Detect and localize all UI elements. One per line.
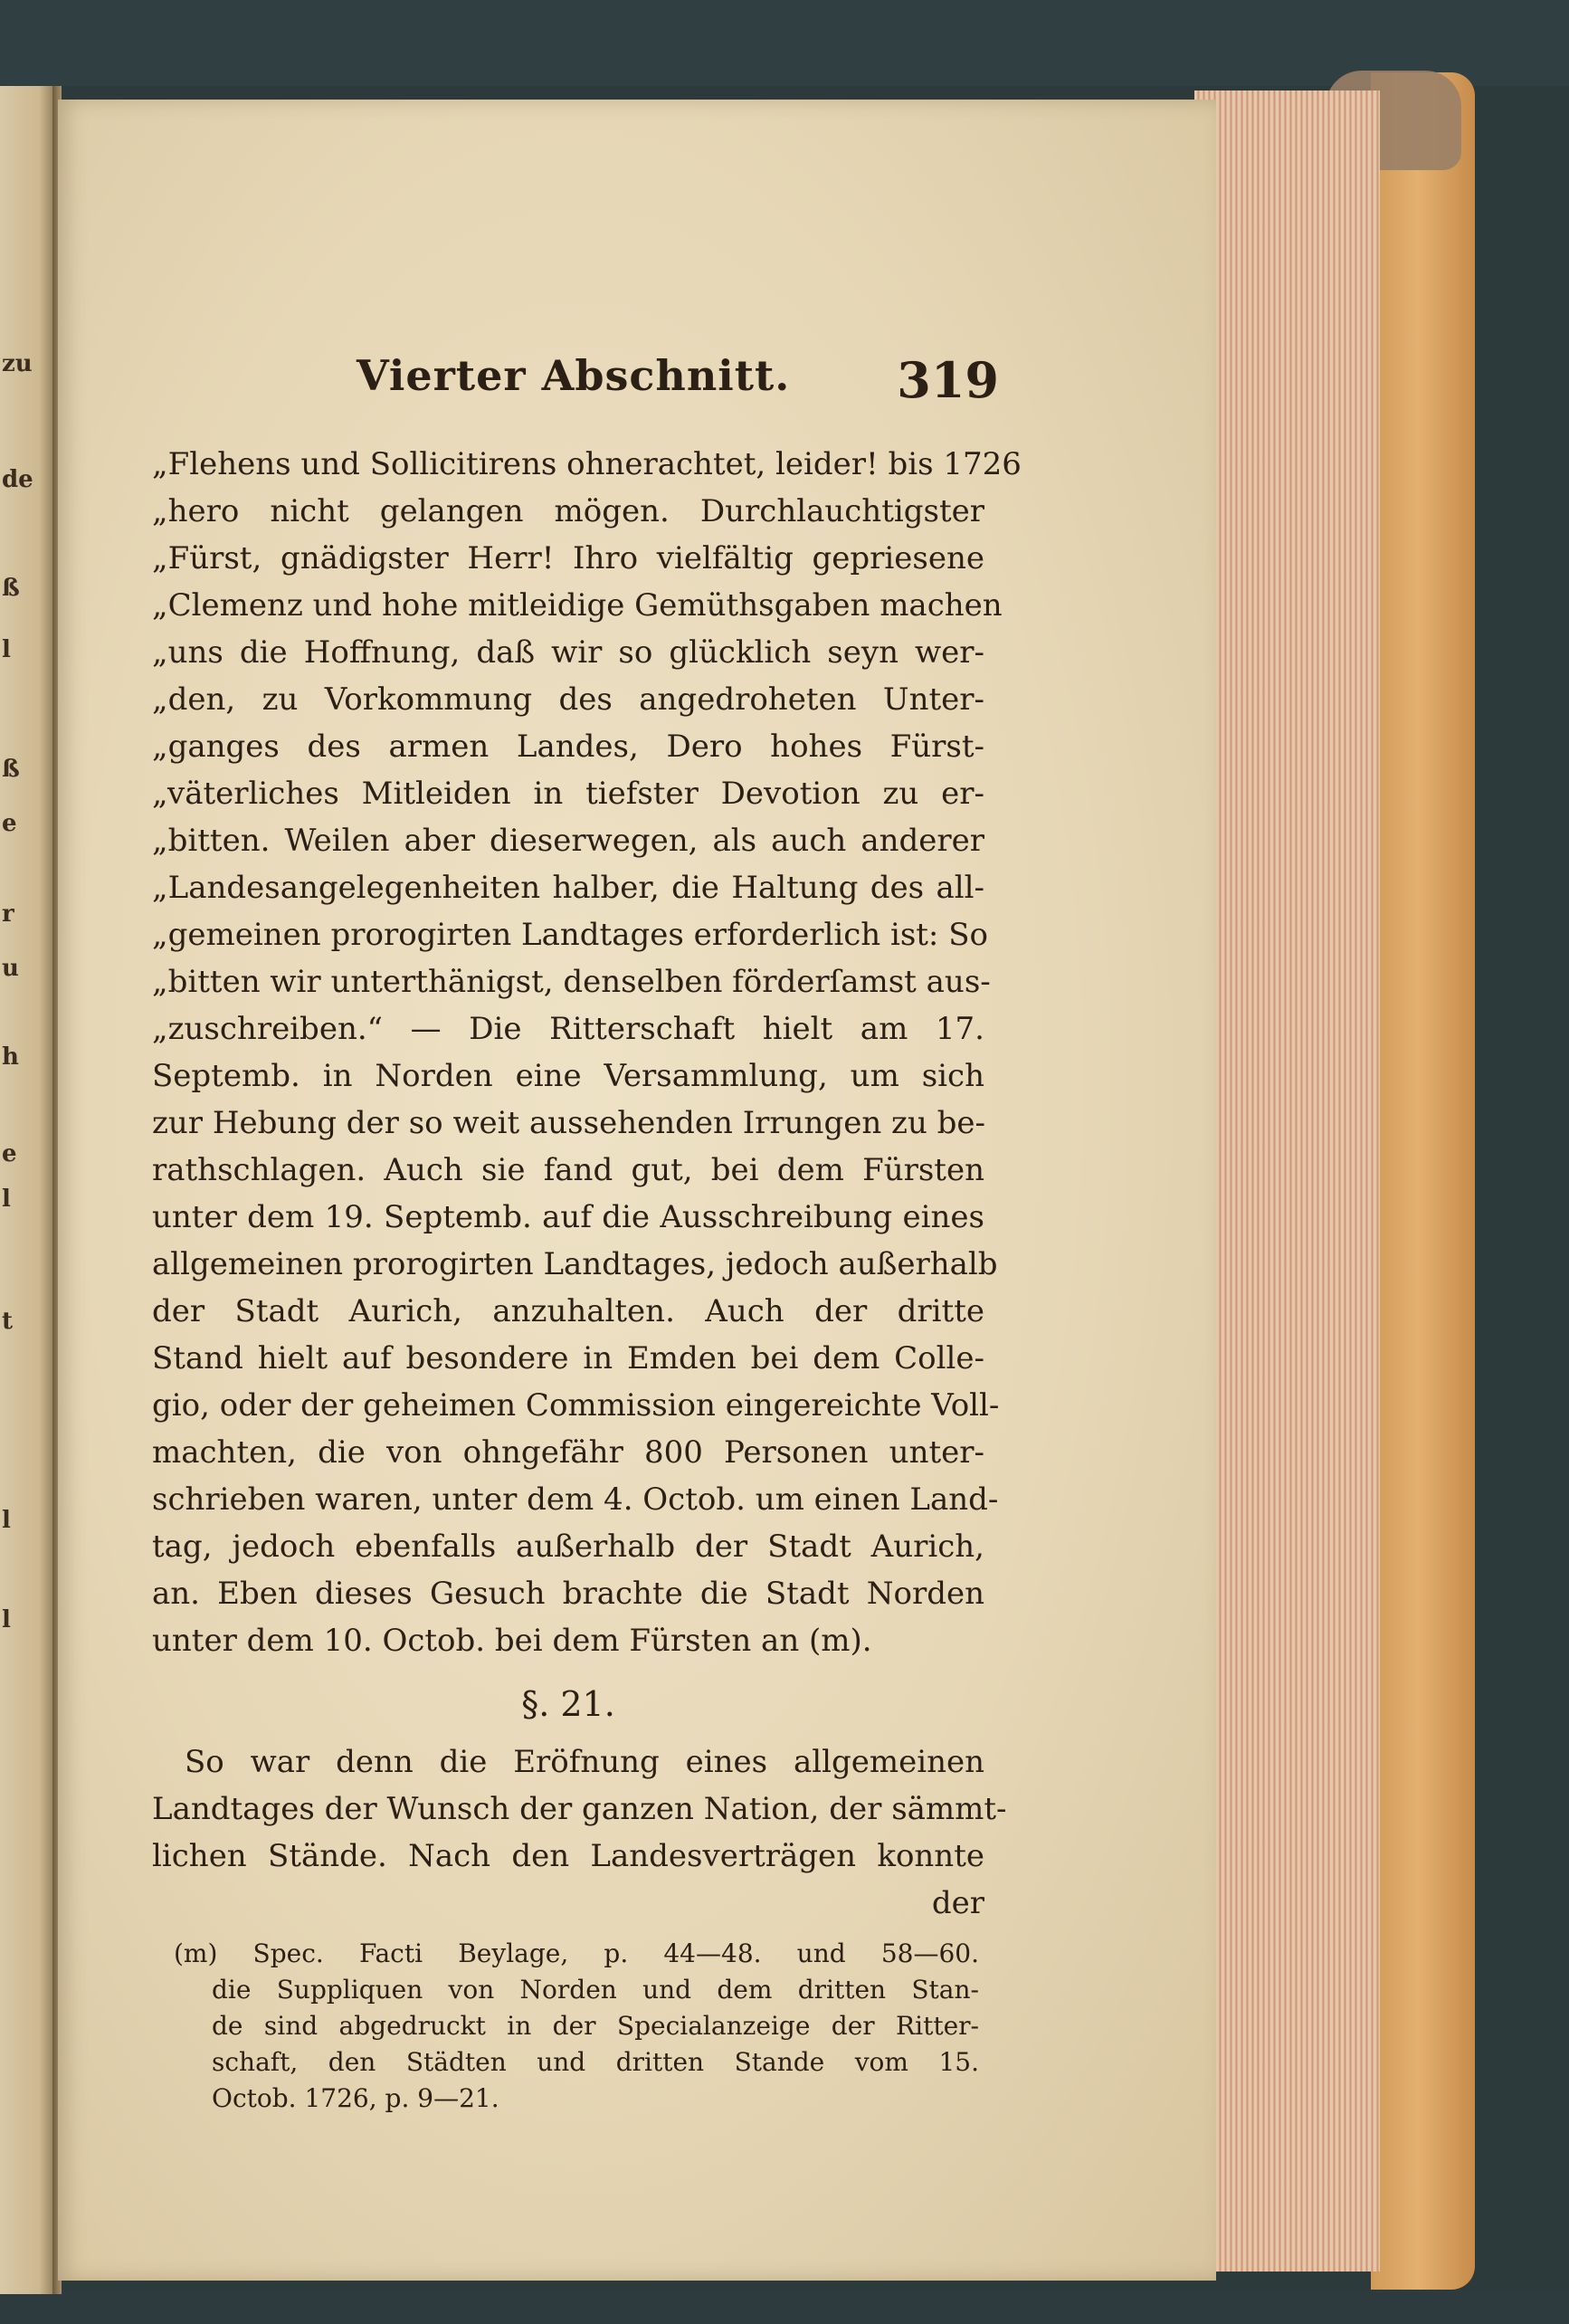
- body-text-line: „Landesangelegenheiten halber, die Haltung des all-: [152, 870, 984, 906]
- body-text-line: „Flehens und Sollicitirens ohnerachtet, leider! bis 1726: [152, 446, 1022, 482]
- body-text-line: „ganges des armen Landes, Dero hohes Fürst-: [152, 729, 984, 765]
- book-page: [58, 100, 1216, 2281]
- left-page-fragment: l: [2, 1507, 11, 1534]
- body-text-line: tag, jedoch ebenfalls außerhalb der Stadt Aurich,: [152, 1529, 984, 1565]
- page-number: 319: [897, 351, 999, 409]
- left-page-fragment: e: [2, 1140, 17, 1167]
- left-page-fragment: l: [2, 1606, 11, 1633]
- scan-backdrop-top: [0, 0, 1569, 86]
- body-text-line: „gemeinen prorogirten Landtages erforderlich ist: So: [152, 917, 988, 953]
- body-text-line: schrieben waren, unter dem 4. Octob. um einen Land-: [152, 1481, 999, 1518]
- body-text-line: allgemeinen prorogirten Landtages, jedoch außerhalb: [152, 1246, 998, 1282]
- footnote-line: de sind abgedruckt in der Specialanzeige der Ritter-: [212, 2011, 979, 2041]
- left-page-fragment: u: [2, 955, 19, 982]
- catchword: der: [931, 1885, 984, 1921]
- body-text-line: „zuschreiben.“ — Die Ritterschaft hielt am 17.: [152, 1011, 984, 1047]
- body-text-line: „den, zu Vorkommung des angedroheten Unter-: [152, 681, 984, 718]
- left-page-fragment: ß: [2, 756, 20, 783]
- body-text-line: an. Eben dieses Gesuch brachte die Stadt Norden: [152, 1576, 984, 1612]
- body-text-line: „Clemenz und hohe mitleidige Gemüthsgaben machen: [152, 587, 1003, 624]
- body-text-line: Septemb. in Norden eine Versammlung, um sich: [152, 1058, 984, 1094]
- body-text-line: „bitten. Weilen aber dieserwegen, als auch anderer: [152, 823, 984, 859]
- section-text-line: lichen Stände. Nach den Landesverträgen konnte: [152, 1838, 984, 1874]
- body-text-line: rathschlagen. Auch sie fand gut, bei dem Fürsten: [152, 1152, 984, 1188]
- body-text-line: „bitten wir unterthänigst, denselben förderſamst aus-: [152, 964, 991, 1000]
- running-header-title: Vierter Abschnitt.: [357, 351, 791, 400]
- body-text-line: „väterliches Mitleiden in tiefster Devotion zu er-: [152, 776, 984, 812]
- footnote-line: die Suppliquen von Norden und dem dritten Stan-: [212, 1975, 979, 2005]
- body-text-line: machten, die von ohngefähr 800 Personen unter-: [152, 1434, 984, 1471]
- page-block-edges: [1194, 90, 1380, 2272]
- body-text-line: unter dem 19. Septemb. auf die Ausschreibung eines: [152, 1199, 984, 1235]
- left-page-fragment: zu: [2, 350, 33, 377]
- section-heading: §. 21.: [521, 1684, 615, 1724]
- left-page-fragment: h: [2, 1043, 19, 1071]
- body-text-line: „uns die Hoffnung, daß wir so glücklich seyn wer-: [152, 634, 984, 671]
- body-text-line: gio, oder der geheimen Commission eingereichte Voll-: [152, 1387, 1000, 1424]
- footnote-line: schaft, den Städten und dritten Stande vom 15.: [212, 2047, 979, 2077]
- left-page-fragment: t: [2, 1308, 14, 1335]
- left-page-fragment: ß: [2, 575, 20, 602]
- section-text-line: So war denn die Eröfnung eines allgemeinen: [185, 1744, 984, 1780]
- body-text-line: „hero nicht gelangen mögen. Durchlauchtigster: [152, 493, 984, 529]
- body-text-line: der Stadt Aurich, anzuhalten. Auch der dritte: [152, 1293, 984, 1329]
- footnote-line: (m) Spec. Facti Beylage, p. 44—48. und 58—60.: [174, 1938, 979, 1968]
- body-text-line: „Fürst, gnädigster Herr! Ihro vielfältig gepriesene: [152, 540, 984, 576]
- scan-backdrop-bottom: [0, 2290, 1569, 2324]
- body-text-line: unter dem 10. Octob. bei dem Fürsten an (m).: [152, 1623, 872, 1659]
- footnote-line: Octob. 1726, p. 9—21.: [212, 2083, 499, 2113]
- left-page-fragment: e: [2, 810, 17, 837]
- book-cover-edge: [1371, 72, 1475, 2290]
- body-text-line: zur Hebung der so weit aussehenden Irrungen zu be-: [152, 1105, 986, 1141]
- left-page-fragment: l: [2, 1186, 11, 1213]
- section-text-line: Landtages der Wunsch der ganzen Nation, der sämmt-: [152, 1791, 1007, 1827]
- left-page-fragment: r: [2, 900, 14, 928]
- body-text-line: Stand hielt auf besondere in Emden bei dem Colle-: [152, 1340, 984, 1376]
- left-facing-page: [0, 86, 56, 2294]
- left-page-fragment: de: [2, 466, 33, 493]
- left-page-fragment: l: [2, 636, 11, 663]
